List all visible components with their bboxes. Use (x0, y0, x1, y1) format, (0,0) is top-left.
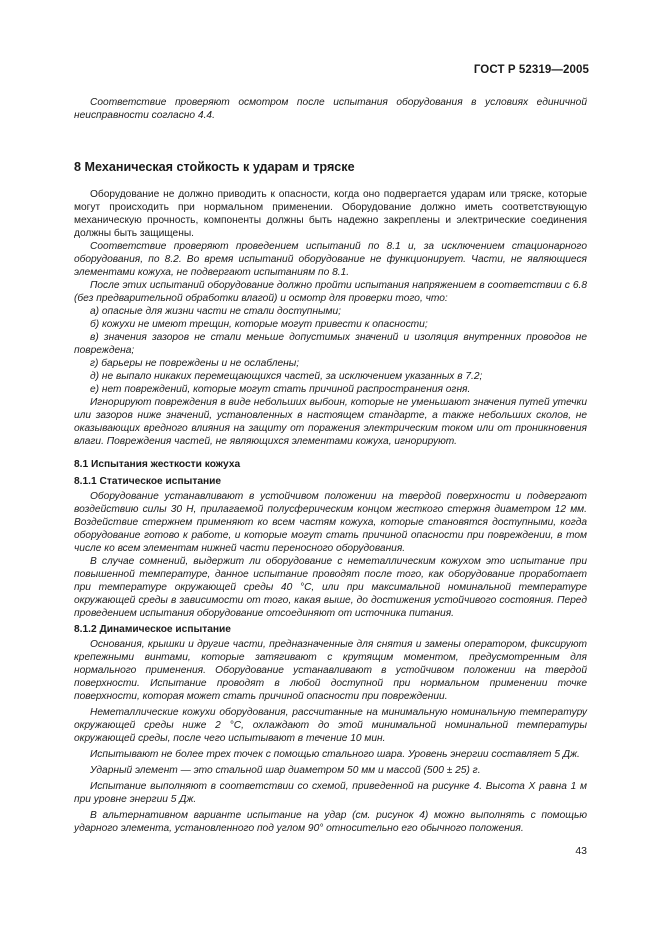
list-item-b: б) кожухи не имеют трещин, которые могут привести к опасности; (90, 319, 428, 330)
section-8-1-2-paragraph-2: Неметаллические кожухи оборудования, рассчитанные на минимальную номинальную температуру окружающей среды ниже 2 °С, охлаждают до этой минимальной номинальной температуры окружающей среды, после чего испытывают в течение 10 мин. (74, 707, 587, 744)
section-8-1-2-heading: 8.1.2 Динамическое испытание (74, 624, 231, 635)
section-8-paragraph-4: Игнорируют повреждения в виде небольших выбоин, которые не уменьшают значения путей утечки или зазоров ниже значений, установленных в настоящем стандарте, а также небольших сколов, не оказывающих вредного влияния на защиту от поражения электрическим током или от проникновения влаги. Повреждения частей, не являющихся элементами кожуха, игнорируют. (74, 397, 587, 447)
list-item-d: д) не выпало никаких перемещающихся частей, за исключением указанных в 7.2; (90, 371, 483, 382)
document-id: ГОСТ Р 52319—2005 (473, 64, 589, 76)
section-8-paragraph-1: Оборудование не должно приводить к опасности, когда оно подвергается ударам или тряске, которые могут происходить при нормальном применении. Оборудование должно иметь соответствующую механическую прочность, компоненты должны быть надежно закреплены и электрические соединения должны быть защищены. (74, 189, 587, 239)
section-8-1-heading: 8.1 Испытания жесткости кожуха (74, 459, 241, 470)
list-item-g: г) барьеры не повреждены и не ослаблены; (90, 358, 300, 369)
section-8-1-2-paragraph-6: В альтернативном варианте испытание на удар (см. рисунок 4) можно выполнять с помощью ударного элемента, установленного под углом 90° относительно его обычного положения. (74, 810, 587, 834)
list-item-e: е) нет повреждений, которые могут стать причиной распространения огня. (90, 384, 471, 395)
list-item-a: а) опасные для жизни части не стали доступными; (90, 306, 341, 317)
section-8-1-2-paragraph-4: Ударный элемент — это стальной шар диаметром 50 мм и массой (500 ± 25) г. (90, 765, 481, 776)
section-8-1-1-heading: 8.1.1 Статическое испытание (74, 476, 222, 487)
list-item-v: в) значения зазоров не стали меньше допустимых значений и изоляция внутренних проводов не повреждена; (74, 332, 587, 356)
section-8-1-2-paragraph-3: Испытывают не более трех точек с помощью стального шара. Уровень энергии составляет 5 Дж. (90, 749, 580, 760)
page-body (74, 96, 587, 835)
section-8-paragraph-2: Соответствие проверяют проведением испытаний по 8.1 и, за исключением стационарного оборудования, по 8.2. Во время испытаний оборудование не функционирует. Части, не являющиеся элементами кожуха, не подвергают испытаниям по 8.1. (74, 241, 587, 278)
section-8-paragraph-3: После этих испытаний оборудование должно пройти испытания напряжением в соответствии с 6.8 (без предварительной обработки влагой) и осмотр для проверки того, что: (74, 280, 587, 304)
section-8-1-1-paragraph-1: Оборудование устанавливают в устойчивом положении на твердой поверхности и подвергают воздействию силы 30 Н, прилагаемой полусферическим концом жесткого стержня диаметром 12 мм. Воздействие стержнем применяют ко всем частям кожуха, которые становятся доступными, когда оборудование готово к работе, и которые могут стать причиной опасности при повреждении, в том числе ко всем элементам нижней части переносного оборудования. (74, 491, 587, 554)
section-8-1-1-paragraph-2: В случае сомнений, выдержит ли оборудование с неметаллическим кожухом это испытание при повышенной температуре, данное испытание проводят после того, как оборудование проработает при температуре окружающей среды 40 °С, или при максимальной номинальной температуре окружающей среды в зависимости от того, какая выше, до достижения устойчивого состояния. Перед проведением испытания оборудование отсоединяют от источника питания. (74, 556, 587, 619)
section-8-1-2-paragraph-5: Испытание выполняют в соответствии со схемой, приведенной на рисунке 4. Высота X равна 1 м при уровне энергии 5 Дж. (74, 781, 587, 805)
intro-paragraph: Соответствие проверяют осмотром после испытания оборудования в условиях единичной неисправности согласно 4.4. (74, 97, 587, 121)
page-number: 43 (575, 845, 587, 857)
section-8-heading: 8 Механическая стойкость к ударам и тряске (74, 160, 355, 174)
section-8-1-2-paragraph-1: Основания, крышки и другие части, предназначенные для снятия и замены оператором, фиксируют крепежными винтами, которые затягивают с крутящим моментом, предусмотренным для нормального применения. Оборудование устанавливают в устойчивом положении на твердой поверхности. Испытание проводят в любой доступной при нормальном применении точке поверхности, которая может стать причиной опасности при повреждении. (74, 639, 587, 702)
